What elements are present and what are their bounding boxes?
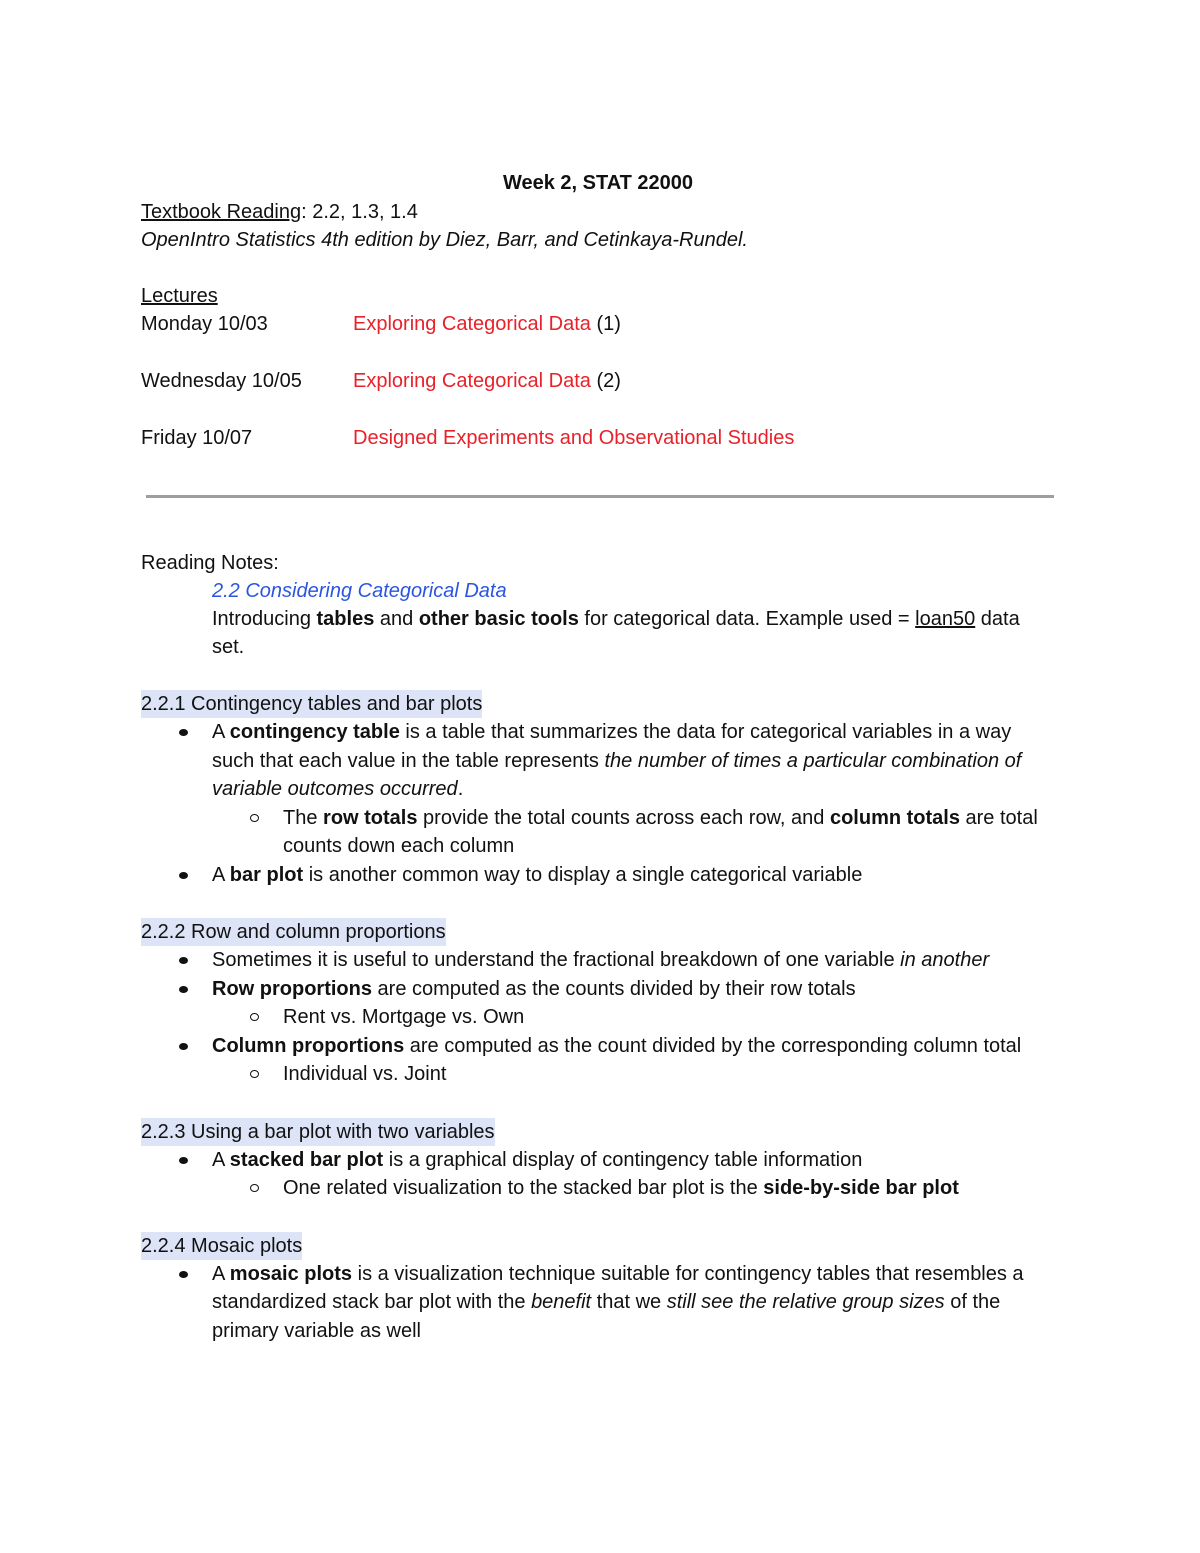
section-2-2-3: [141, 1118, 1055, 1203]
lecture-link[interactable]: Exploring Categorical Data: [353, 313, 591, 335]
list-item: Row proportions are computed as the counts divided by their row totals Rent vs. Mortgage vs. Own: [141, 975, 1055, 1032]
list-item: A bar plot is another common way to display a single categorical variable: [141, 861, 1055, 890]
lecture-row: Wednesday 10/05 Exploring Categorical Data (2): [141, 367, 1055, 395]
list-item: The row totals provide the total counts across each row, and column totals are total counts down each column: [212, 804, 1055, 861]
lecture-row: Monday 10/03 Exploring Categorical Data (1): [141, 310, 1055, 338]
lecture-link[interactable]: Designed Experiments and Observational Studies: [353, 427, 795, 449]
lecture-link[interactable]: Exploring Categorical Data: [353, 370, 591, 392]
section-link-2-2[interactable]: 2.2 Considering Categorical Data: [212, 580, 507, 602]
list-item: Column proportions are computed as the count divided by the corresponding column total Individual vs. Joint: [141, 1032, 1055, 1089]
lecture-day: Friday 10/07: [141, 427, 253, 449]
section-heading: 2.2.1 Contingency tables and bar plots: [141, 690, 482, 718]
reading-notes-heading: Reading Notes:: [141, 552, 279, 574]
list-item: Individual vs. Joint: [212, 1060, 1055, 1089]
section-2-2-2: [141, 918, 1055, 1089]
lecture-day: Monday 10/03: [141, 313, 268, 335]
list-item: Rent vs. Mortgage vs. Own: [212, 1003, 1055, 1032]
textbook-reading-sections: 2.2, 1.3, 1.4: [306, 201, 418, 223]
list-item: A mosaic plots is a visualization technique suitable for contingency tables that resembles a standardized stack bar plot with the benefit that we still see the relative group sizes of the primary variable as well: [141, 1260, 1055, 1346]
intro-paragraph: Introducing tables and other basic tools for categorical data. Example used = loan50 data set.: [212, 608, 1020, 658]
loan50-link[interactable]: loan50: [915, 608, 976, 630]
section-heading: 2.2.3 Using a bar plot with two variables: [141, 1118, 495, 1146]
list-item: A contingency table is a table that summarizes the data for categorical variables in a way such that each value in the table represents the number of times a particular combination of variable outcomes occurred. The row totals provide the total counts across each row, and column totals are total counts down each column: [141, 718, 1055, 861]
lectures-heading: Lectures: [141, 285, 218, 307]
list-item: One related visualization to the stacked bar plot is the side-by-side bar plot: [212, 1174, 1055, 1203]
lecture-row: [141, 424, 1055, 452]
textbook-reading-label: Textbook Reading: [141, 201, 302, 223]
list-item: Sometimes it is useful to understand the fractional breakdown of one variable in another: [141, 946, 1055, 975]
list-item: A stacked bar plot is a graphical display of contingency table information One related visualization to the stacked bar plot is the side-by-side bar plot: [141, 1146, 1055, 1203]
section-heading: 2.2.4 Mosaic plots: [141, 1232, 302, 1260]
section-2-2-1: [141, 690, 1055, 889]
textbook-reading-line: Textbook Reading: 2.2, 1.3, 1.4: [141, 201, 418, 223]
lecture-day: Wednesday 10/05: [141, 370, 302, 392]
textbook-citation: OpenIntro Statistics 4th edition by Diez, Barr, and Cetinkaya-Rundel.: [141, 229, 748, 251]
section-2-2-4: [141, 1232, 1055, 1346]
document-page: [141, 168, 1055, 1345]
document-title: Week 2, STAT 22000: [502, 172, 694, 194]
section-heading: 2.2.2 Row and column proportions: [141, 918, 446, 946]
